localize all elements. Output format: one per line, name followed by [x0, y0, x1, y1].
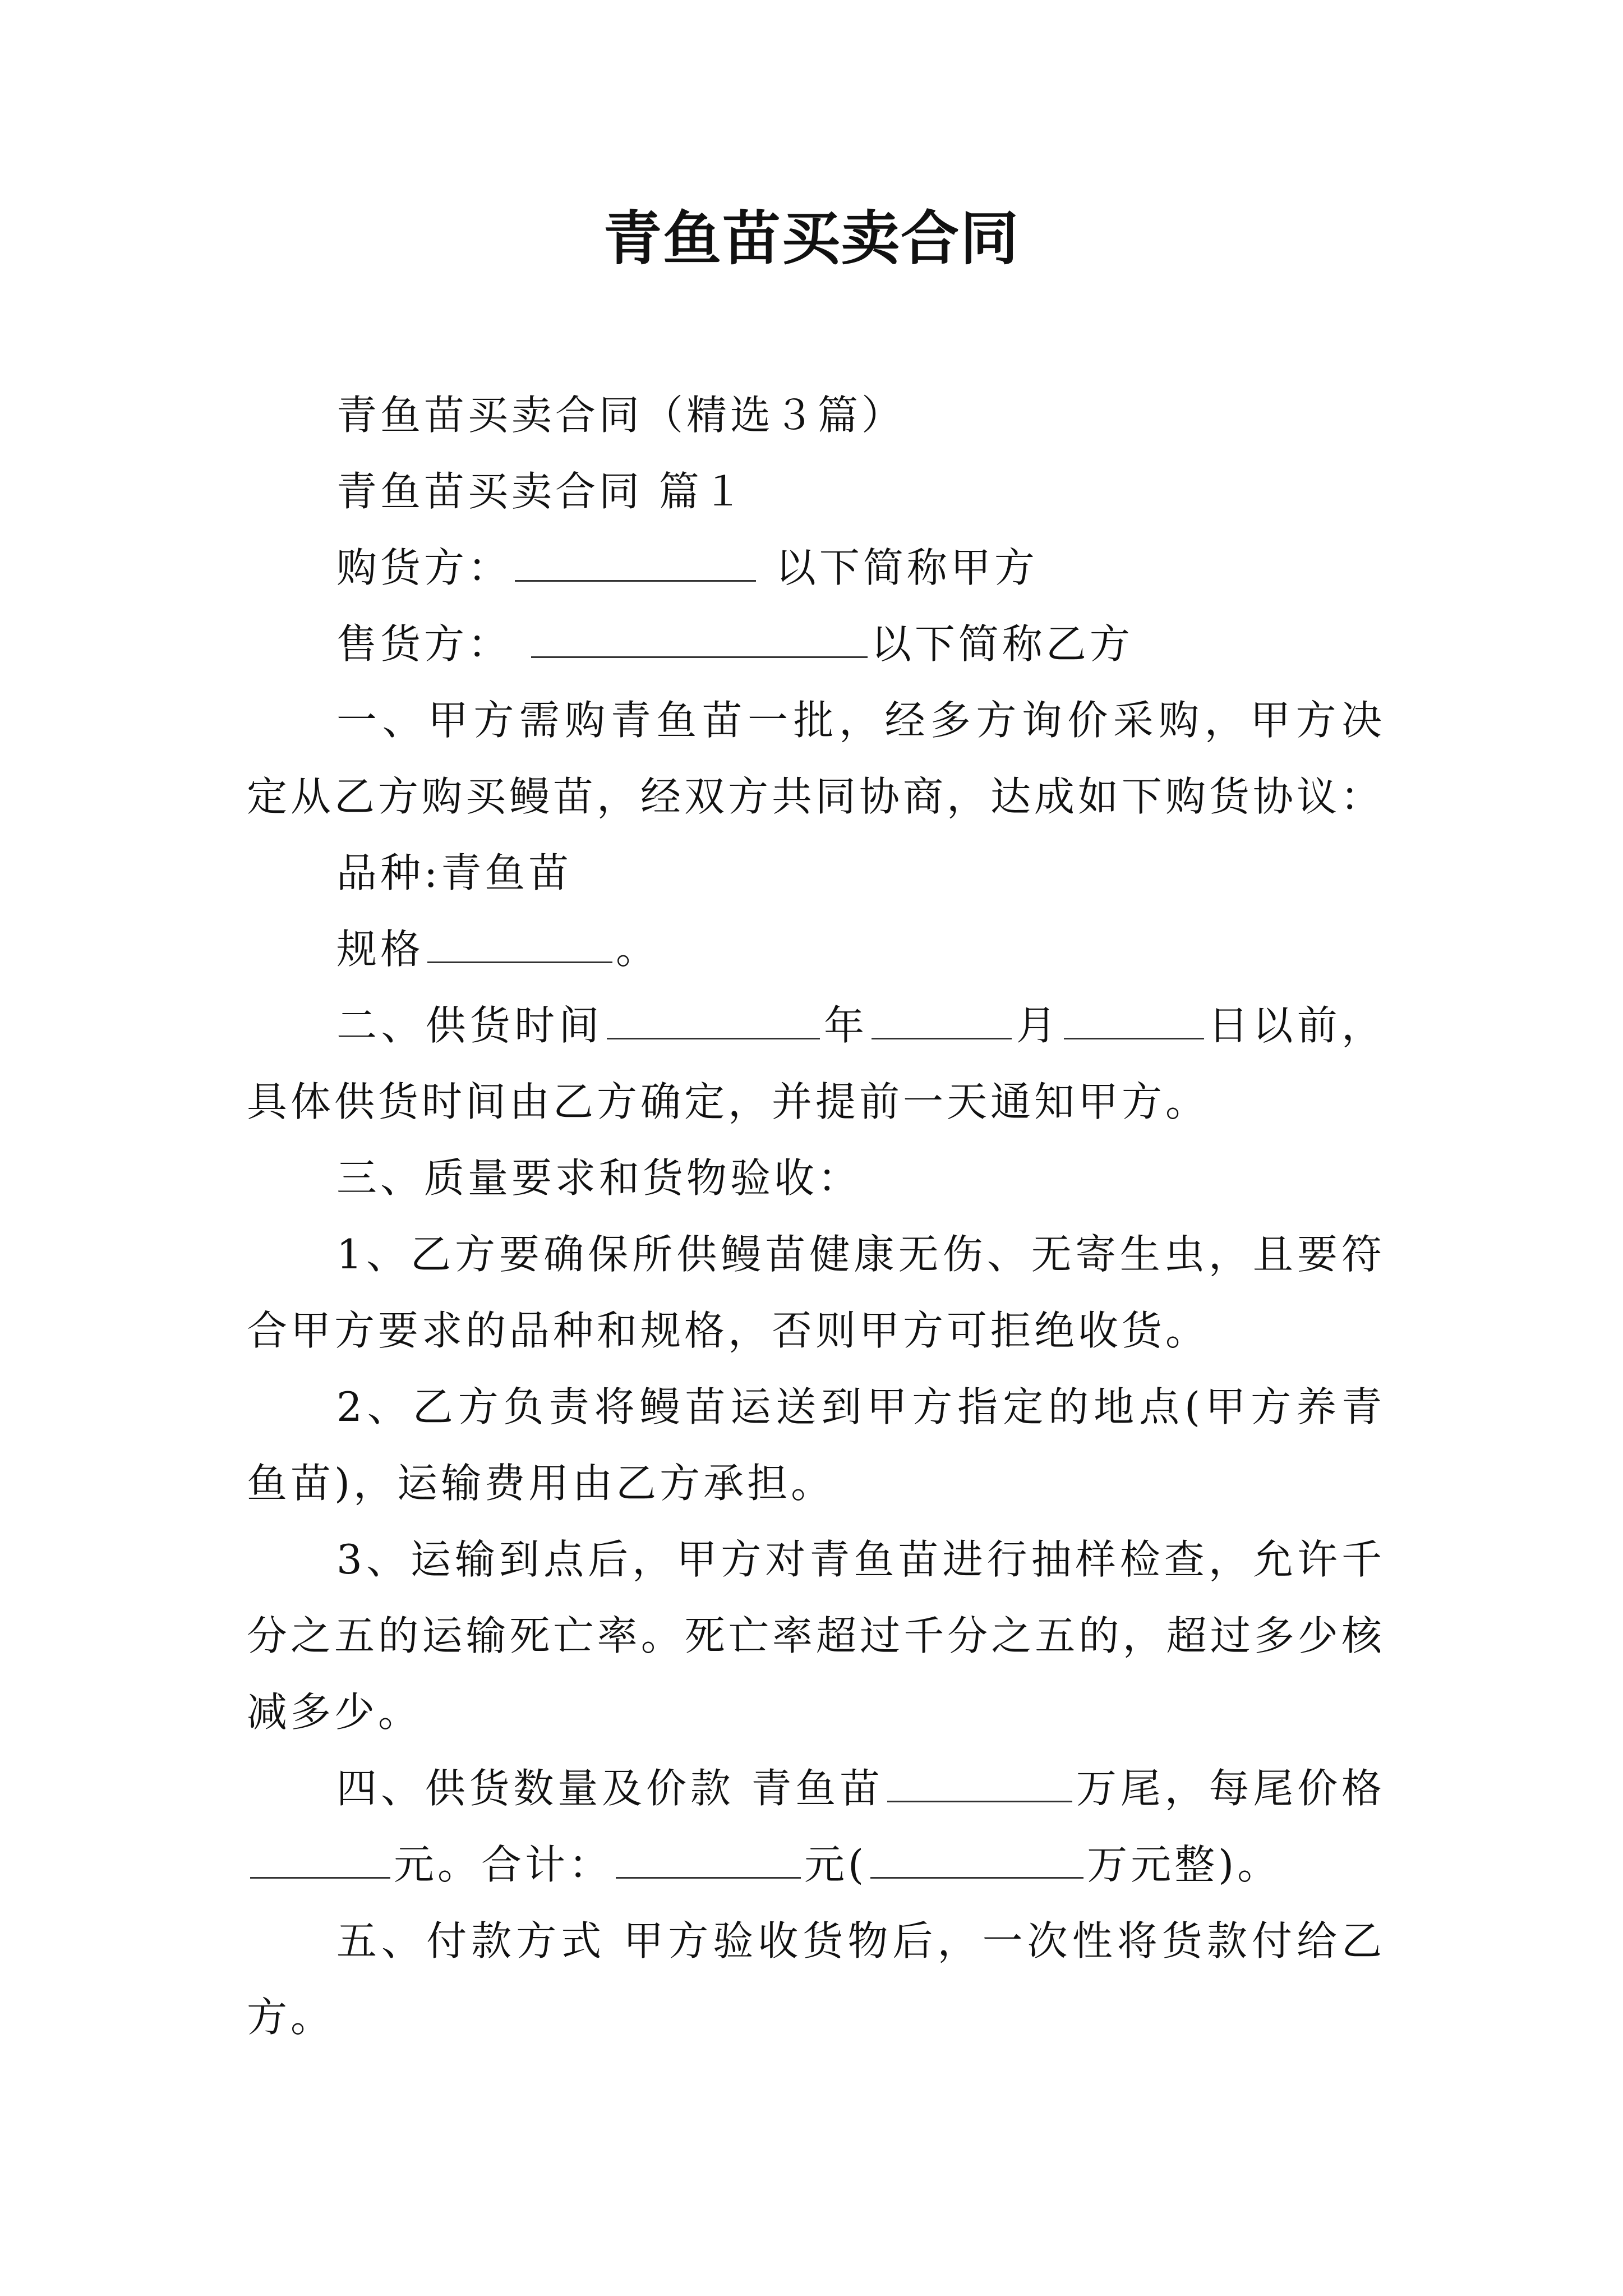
paragraph-clause-4 — [247, 1750, 1385, 1903]
paragraph-clause-3-1 — [247, 1216, 1385, 1369]
clause-3-3-text: 3、运输到点后，甲方对青鱼苗进行抽样检查，允许千分之五的运输死亡率。死亡率超过千分之五的，超过多少核减多少。 — [247, 1536, 1385, 1736]
total-wan-label: 万元整)。 — [1087, 1841, 1281, 1888]
buyer-alias: 以下简称甲方 — [759, 544, 1038, 591]
unit-price-blank — [250, 1838, 390, 1879]
total-label: 元。合计： — [394, 1841, 613, 1888]
paragraph-subtitle-text: 青鱼苗买卖合同（精选３篇） — [336, 392, 906, 439]
paragraph-clause-3-3 — [247, 1521, 1385, 1750]
month-blank — [872, 999, 1012, 1039]
document-title: 青鱼苗买卖合同 — [603, 204, 1020, 273]
unit-price-label: 万尾，每尾价格 — [1076, 1765, 1385, 1812]
clause-3-1-text: 1、乙方要确保所供鳗苗健康无伤、无寄生虫，且要符合甲方要求的品种和规格，否则甲方可拒绝收货。 — [247, 1231, 1385, 1354]
clause-3-text: 三、质量要求和货物验收： — [336, 1154, 862, 1202]
clause-3-2-text: 2、乙方负责将鳗苗运送到甲方指定的地点(甲方养青鱼苗)，运输费用由乙方承担。 — [247, 1383, 1385, 1507]
total-wan-blank — [870, 1838, 1083, 1879]
paragraph-clause-5 — [247, 1903, 1385, 2055]
clause-4-label: 四、供货数量及价款 青鱼苗 — [336, 1765, 884, 1812]
seller-blank — [531, 617, 868, 658]
paragraph-clause-2 — [247, 987, 1385, 1140]
buyer-blank — [515, 541, 756, 582]
total-blank — [616, 1838, 801, 1879]
paragraph-buyer — [247, 530, 1385, 606]
paragraph-seller — [247, 606, 1385, 682]
paragraph-variety — [247, 835, 1385, 911]
year-label: 年 — [823, 1002, 869, 1049]
document-body — [247, 377, 1385, 2055]
spec-label: 规格 — [336, 926, 425, 973]
paragraph-clause-1 — [247, 682, 1385, 835]
paragraph-clause-3 — [247, 1140, 1385, 1216]
year-blank — [607, 999, 820, 1039]
day-blank — [1064, 999, 1204, 1039]
seller-alias: 以下简称乙方 — [870, 620, 1133, 668]
spec-blank — [427, 922, 612, 963]
quantity-blank — [887, 1761, 1072, 1802]
paragraph-spec — [247, 911, 1385, 987]
clause-5-text: 五、付款方式 甲方验收货物后，一次性将货款付给乙方。 — [247, 1917, 1385, 2041]
total-yuan-label: 元( — [804, 1841, 868, 1888]
buyer-label: 购货方： — [336, 544, 512, 591]
clause-1-text: 一、甲方需购青鱼苗一批，经多方询价采购，甲方决定从乙方购买鳗苗，经双方共同协商，达成如下购货协议： — [247, 697, 1385, 820]
paragraph-clause-3-2 — [247, 1369, 1385, 1521]
clause-2-label: 二、供货时间 — [336, 1002, 603, 1049]
clause-2-rest: 日以前，具体供货时间由乙方确定，并提前一天通知甲方。 — [247, 1002, 1385, 1125]
paragraph-section-heading-text: 青鱼苗买卖合同 篇１ — [336, 468, 746, 515]
paragraph-section-heading — [247, 453, 1385, 530]
spec-end: 。 — [616, 926, 660, 973]
variety-text: 品种:青鱼苗 — [336, 849, 573, 896]
month-label: 月 — [1015, 1002, 1061, 1049]
seller-label: 售货方： — [336, 620, 528, 668]
paragraph-subtitle — [247, 377, 1385, 453]
